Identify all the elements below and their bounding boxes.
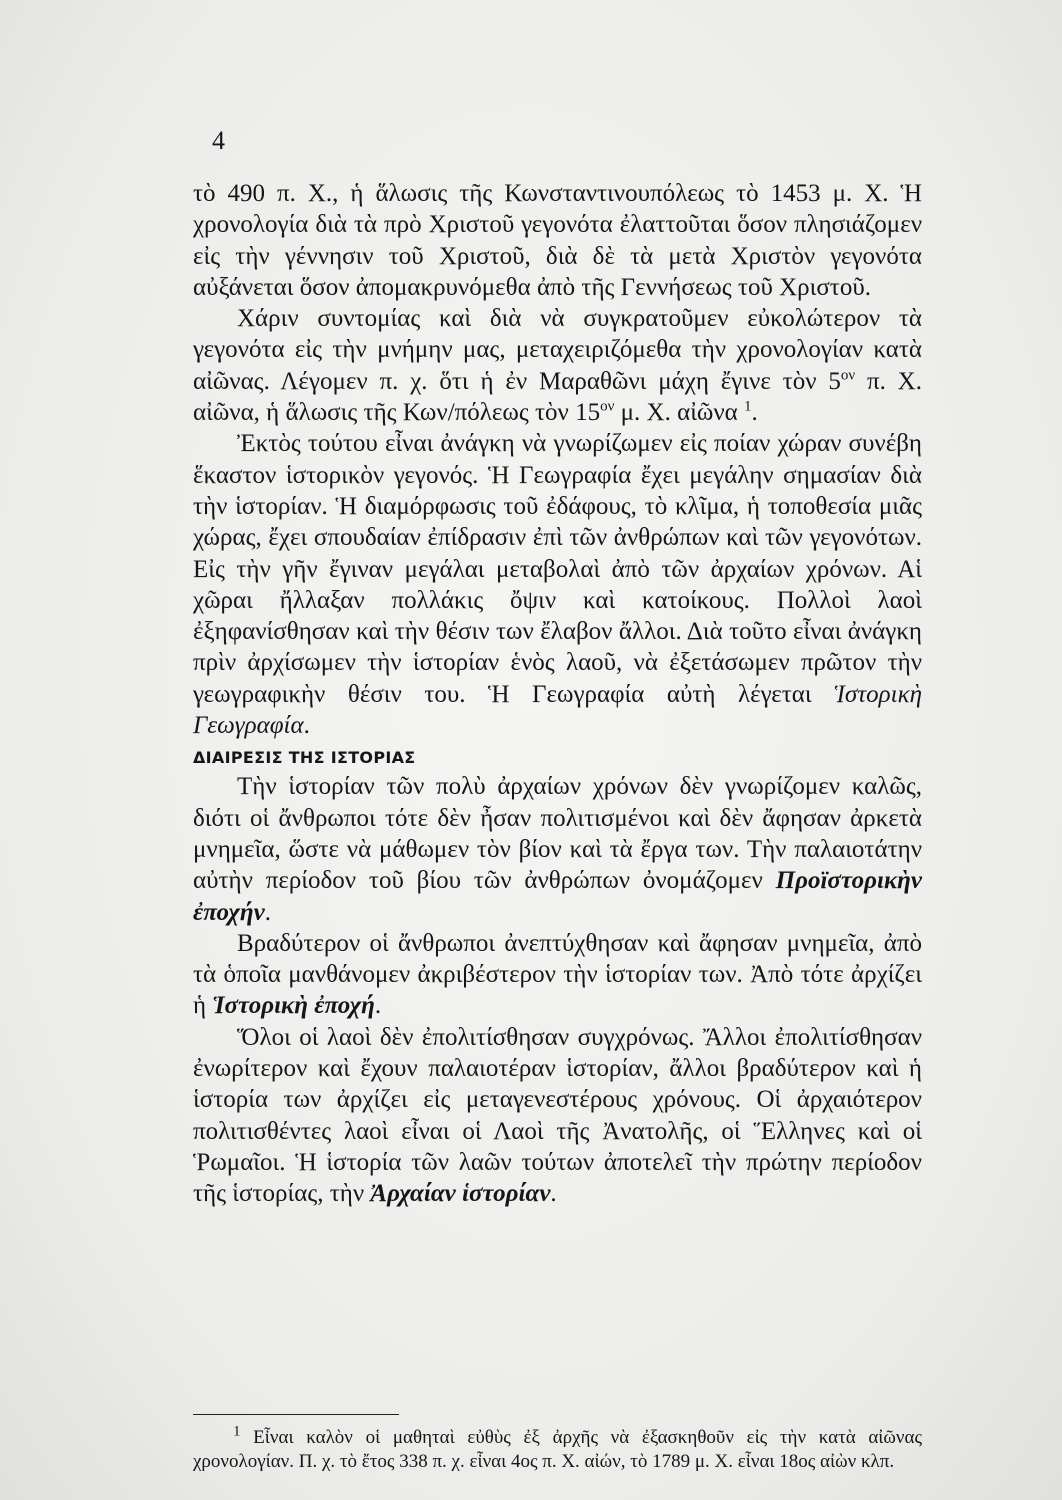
footnote-text: Εἶναι καλὸν οἱ μαθηταὶ εὐθὺς ἐξ ἀρχῆς νὰ ἐξασκηθοῦν εἰς τὴν κατὰ αἰῶνας χρονολογίαν. Π. χ. τὸ ἔτος 338 π. χ. εἶναι 4ος π. Χ. αἰών, τὸ 1789 μ. Χ. εἶναι 18ος αἰὼν κλπ. — [193, 1427, 922, 1472]
paragraph-4-text: Τὴν ἱστορίαν τῶν πολὺ ἀρχαίων χρόνων δὲν γνωρίζομεν καλῶς, διότι οἱ ἄνθρωποι τότε δὲν ἦσαν πολιτισμένοι καὶ δὲν ἄφησαν ἀρκετὰ μνημεῖα, ὥστε νὰ μάθωμεν τὸν βίον καὶ τὰ ἔργα των. Τὴν παλαιοτάτην αὐτὴν περίοδον τοῦ βίου τῶν ἀνθρώπων ὀνομάζομεν — [193, 773, 922, 895]
paragraph-1: τὸ 490 π. Χ., ἡ ἅλωσις τῆς Κωνσταντινουπόλεως τὸ 1453 μ. Χ. Ἡ χρονολογία διὰ τὰ πρὸ Χριστοῦ γεγονότα ἐλαττοῦται ὅσον πλησιάζομεν εἰς τὴν γέννησιν τοῦ Χριστοῦ, διὰ δὲ τὰ μετὰ Χριστὸν γεγονότα αὐξάνεται ὅσον ἀπομακρυνόμεθα ἀπὸ τῆς Γεννήσεως τοῦ Χριστοῦ. — [193, 180, 922, 301]
paragraph-5 — [193, 928, 922, 1022]
main-text — [193, 178, 922, 1210]
paragraph-4 — [193, 771, 922, 927]
ordinal-suffix: ον — [840, 367, 856, 384]
paragraph-3-text: Ἐκτὸς τούτου εἶναι ἀνάγκη νὰ γνωρίζωμεν εἰς ποίαν χώραν συνέβη ἕκαστον ἱστορικὸν γεγονός. Ἡ Γεωγραφία ἔχει μεγάλην σημασίαν διὰ τὴν ἱστορίαν. Ἡ διαμόρφωσις τοῦ ἐδάφους, τὸ κλῖμα, ἡ τοποθεσία μιᾶς χώρας, ἔχει σπουδαίαν ἐπίδρασιν ἐπὶ τῶν ἀνθρώπων καὶ τῶν γεγονότων. Εἰς τὴν γῆν ἔγιναν μεγάλαι μεταβολαὶ ἀπὸ τῶν ἀρχαίων χρόνων. Αἱ χῶραι ἤλλαξαν πολλάκις ὄψιν καὶ κατοίκους. Πολλοὶ λαοὶ ἐξηφανίσθησαν καὶ τὴν θέσιν των ἔλαβον ἄλλοι. Διὰ τοῦτο εἶναι ἀνάγκη πρὶν ἀρχίσωμεν τὴν ἱστορίαν ἑνὸς λαοῦ, νὰ ἐξετάσωμεν πρῶτον τὴν γεωγραφικὴν θέσιν του. Ἡ Γεωγραφία αὐτὴ λέγεται — [193, 430, 922, 708]
footnote-marker: 1 — [233, 1423, 241, 1440]
paragraph-5-tail: . — [374, 992, 382, 1020]
paragraph-5-text: Βραδύτερον οἱ ἄνθρωποι ἀνεπτύχθησαν καὶ ἄφησαν μνημεῖα, ἀπὸ τὰ ὁποῖα μανθάνομεν ἀκριβέστερον τὴν ἱστορίαν των. Ἀπὸ τότε ἀρχίζει ἡ — [193, 929, 922, 1020]
term-historic-era: Ἱστορικὴ ἐποχή — [212, 992, 375, 1020]
paragraph-3-tail: . — [303, 712, 310, 740]
paragraph-2-tail: . — [751, 399, 758, 427]
term-ancient-history: Ἀρχαίαν ἱστορίαν — [370, 1180, 551, 1208]
paragraph-2-text: Χάριν συντομίας καὶ διὰ νὰ συγκρατοῦμεν εὐκολώτερον τὰ γεγονότα εἰς τὴν μνήμην μας, μεταχειριζόμεθα τὴν χρονολογίαν κατὰ αἰῶνας. Λέγομεν π. χ. ὅτι ἡ ἐν Μαραθῶνι μάχη ἔγινε τὸν 5 — [193, 305, 922, 395]
page-number: 4 — [212, 126, 225, 155]
paragraph-6-text: Ὅλοι οἱ λαοὶ δὲν ἐπολιτίσθησαν συγχρόνως. Ἄλλοι ἐπολιτίσθησαν ἐνωρίτερον καὶ ἔχουν παλαιοτέραν ἱστορίαν, ἄλλοι βραδύτερον καὶ ἡ ἱστορία των ἀρχίζει εἰς μεταγενεστέρους χρόνους. Οἱ ἀρχαιότερον πολιτισθέντες λαοὶ εἶναι οἱ Λαοὶ τῆς Ἀνατολῆς, οἱ Ἕλληνες καὶ οἱ Ῥωμαῖοι. Ἡ ἱστορία τῶν λαῶν τούτων ἀποτελεῖ τὴν πρώτην περίοδον τῆς ἱστορίας, τὴν — [193, 1023, 922, 1208]
paragraph-6 — [193, 1022, 922, 1210]
paragraph-3 — [193, 428, 922, 741]
footnote-divider — [193, 1414, 399, 1415]
term-prehistoric-era: Προϊστορικὴν ἐποχήν — [193, 867, 922, 926]
footnote — [193, 1423, 922, 1474]
paragraph-2 — [193, 303, 922, 428]
section-heading: ΔΙΑΙΡΕΣΙΣ ΤΗΣ ΙΣΤΟΡΙΑΣ — [193, 748, 416, 768]
footnote-reference: 1 — [744, 398, 752, 415]
paragraph-4-tail: . — [264, 898, 271, 926]
paragraph-2-middle: π. Χ. αἰῶνα, ἡ ἅλωσις τῆς Κων/πόλεως τὸν 15 — [193, 367, 922, 427]
ordinal-suffix: ον — [600, 398, 615, 415]
paragraph-2-end: μ. Χ. αἰῶνα — [614, 399, 745, 427]
term-historical-geography: Ἱστορικὴ Γεωγραφία — [193, 680, 922, 740]
paragraph-6-tail: . — [550, 1180, 557, 1208]
